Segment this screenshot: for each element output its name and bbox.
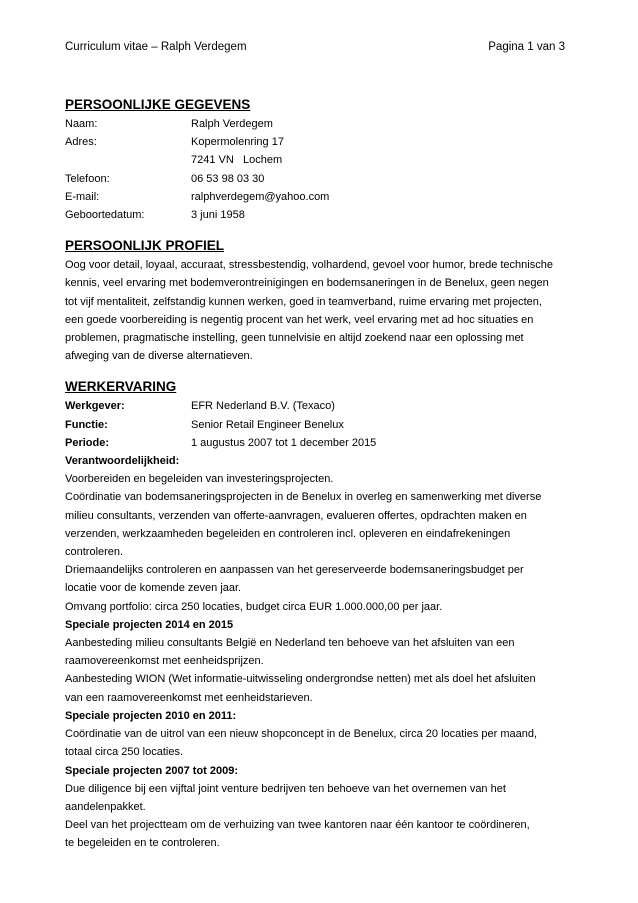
work-value: EFR Nederland B.V. (Texaco) [191, 400, 335, 413]
section-title-personal: PERSOONLIJKE GEGEVENS [65, 97, 251, 112]
section-title-profile: PERSOONLIJK PROFIEL [65, 238, 225, 254]
detail-row [65, 115, 578, 133]
personal-details [65, 115, 578, 224]
page-number: Pagina 1 van 3 [488, 41, 565, 53]
page-header [65, 41, 565, 53]
description-line: Deel van het projectteam om de verhuizing van twee kantoren naar één kantoor te coördineren, [65, 819, 530, 832]
detail-label: Telefoon: [65, 172, 110, 185]
subheading: Speciale projecten 2014 en 2015 [65, 618, 234, 631]
detail-value: Kopermolenring 17 [191, 136, 284, 149]
detail-row [65, 206, 578, 224]
description-line: Due diligence bij een vijftal joint venture bedrijven ten behoeve van het overnemen van het [65, 782, 506, 795]
description-line: Aanbesteding WION (Wet informatie-uitwisseling ondergrondse netten) met als doel het afsluiten [65, 673, 536, 686]
work-details [65, 397, 578, 452]
detail-row [65, 170, 578, 188]
profile-line: tot vijf mentaliteit, zelfstandig kunnen werken, goed in teamverband, ruime ervaring met projecten, [65, 295, 542, 308]
description-line: Omvang portfolio: circa 250 locaties, budget circa EUR 1.000.000,00 per jaar. [65, 600, 443, 613]
work-value: Senior Retail Engineer Benelux [191, 418, 344, 431]
subheading: Speciale projecten 2007 tot 2009: [65, 764, 239, 777]
work-label: Periode: [65, 436, 110, 449]
profile-line: kennis, veel ervaring met bodemverontreinigingen en bodemsaneringen in de Benelux, geen negen [65, 277, 549, 290]
description-line: controleren. [65, 546, 124, 559]
work-label: Werkgever: [65, 400, 125, 413]
detail-label: E-mail: [65, 190, 100, 203]
work-description [65, 452, 578, 852]
description-line: verzenden, werkzaamheden begeleiden en controleren incl. opleveren en eindafrekeningen [65, 527, 511, 540]
work-row [65, 434, 578, 452]
description-line: aandelenpakket. [65, 800, 146, 813]
description-line: Coördinatie van bodemsaneringsprojecten in de Benelux in overleg en samenwerking met diverse [65, 491, 542, 504]
detail-label [65, 151, 191, 169]
detail-value: 06 53 98 03 30 [191, 172, 265, 185]
detail-row [65, 151, 578, 169]
description-line: locatie voor de komende zeven jaar. [65, 582, 242, 595]
detail-value: 7241 VN Lochem [191, 154, 283, 167]
document-body [65, 95, 578, 853]
profile-line: afweging van de diverse alternatieven. [65, 350, 253, 363]
detail-label: Geboortedatum: [65, 209, 145, 222]
detail-label: Adres: [65, 136, 97, 149]
description-line: Driemaandelijks controleren en aanpassen van het gereserveerde bodemsaneringsbudget per [65, 564, 524, 577]
description-line: Coördinatie van de uitrol van een nieuw shopconcept in de Benelux, circa 20 locaties per maand, [65, 728, 538, 741]
profile-line: Oog voor detail, loyaal, accuraat, stressbestendig, volhardend, gevoel voor humor, brede technische [65, 259, 553, 272]
detail-value: Ralph Verdegem [191, 118, 273, 130]
description-line: milieu consultants, verzenden van offerte-aanvragen, evalueren offertes, opdrachten maken en [65, 509, 527, 522]
description-line: te begeleiden en te controleren. [65, 837, 220, 850]
description-line: totaal circa 250 locaties. [65, 746, 184, 759]
description-line: Aanbesteding milieu consultants België en Nederland ten behoeve van het afsluiten van een [65, 637, 515, 650]
detail-value: 3 juni 1958 [191, 209, 245, 222]
description-line: van een raamovereenkomst met eenheidstarieven. [65, 691, 313, 704]
email-value: ralphverdegem@yahoo.com [191, 190, 330, 203]
work-row [65, 397, 578, 415]
detail-row [65, 188, 578, 206]
profile-text [65, 256, 578, 365]
work-label: Functie: [65, 418, 108, 431]
subheading: Speciale projecten 2010 en 2011: [65, 709, 237, 722]
section-title-work: WERKERVARING [65, 379, 177, 395]
subheading: Verantwoordelijkheid: [65, 455, 180, 468]
detail-label: Naam: [65, 118, 98, 130]
description-line: raamovereenkomst met eenheidsprijzen. [65, 655, 264, 668]
work-row [65, 416, 578, 434]
detail-row [65, 133, 578, 151]
profile-line: een goede voorbereiding is negentig procent van het werk, veel ervaring met ad hoc situaties en [65, 313, 534, 326]
header-title: Curriculum vitae – Ralph Verdegem [65, 41, 247, 53]
description-line: Voorbereiden en begeleiden van investeringsprojecten. [65, 473, 334, 486]
work-value: 1 augustus 2007 tot 1 december 2015 [191, 436, 377, 449]
profile-line: problemen, pragmatische instelling, geen tunnelvisie en altijd zoekend naar een oplossing met [65, 332, 524, 345]
